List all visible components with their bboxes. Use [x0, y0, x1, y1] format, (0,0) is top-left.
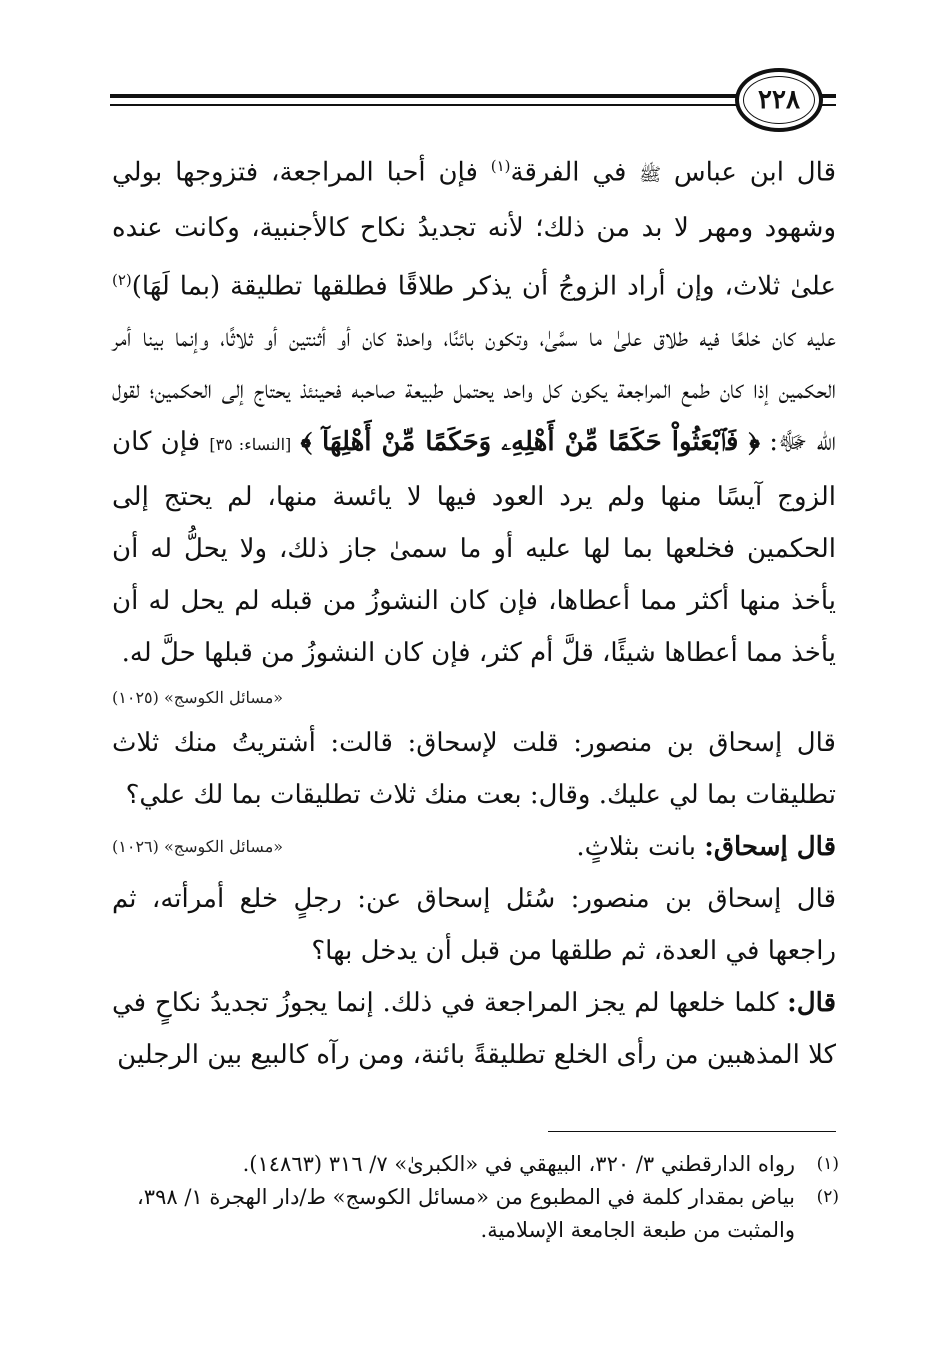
question-2	[112, 717, 836, 821]
answer-label: قال إسحاق:	[704, 832, 836, 863]
verse-reference: [النساء: ٣٥]	[209, 435, 292, 455]
question-text: قال إسحاق بن منصور: سُئل إسحاق عن: رجلٍ خلع أمرأته، ثم راجعها في العدة، ثم طلقها من قبل أن يدخل بها؟	[112, 884, 836, 967]
footnote-1	[110, 1148, 839, 1181]
footnote-2	[110, 1181, 839, 1247]
text-segment: في الفرقة	[510, 157, 640, 188]
answer-text: كلما خلعها لم يجز المراجعة في ذلك. إنما يجوزُ تجديدُ نكاحٍ في كلا المذهبين من رأى الخلع تطليقةً بائنة، ومن رآه كالبيع بين الرجلين	[112, 988, 836, 1071]
quran-verse: ﴿ فَٱبْعَثُواْ حَكَمًا مِّنْ أَهْلِهِۦ وَحَكَمًا مِّنْ أَهْلِهَآ ﴾	[300, 427, 760, 458]
footnote-number: (٢)	[816, 1187, 839, 1207]
footnote-marker-1[interactable]: (١)	[490, 157, 511, 175]
footnote-marker-2[interactable]: (٢)	[112, 270, 132, 289]
page-number: ٢٢٨	[758, 85, 800, 115]
text-segment: فإن أحبا المراجعة، فتزوجها بولي وشهود ومهر لا بد من ذلك؛ لأنه تجديدُ نكاح كالأجنبية، وكانت عنده علىٰ ثلاث، وإن أراد الزوجُ أن يذكر طلاقًا فطلقها تطليقة (بما لَهَا)	[112, 157, 836, 302]
footnote-text: بياض بمقدار كلمة في المطبوع من «مسائل الكوسج» ط/دار الهجرة ١/ ٣٩٨، والمثبت من طبعة الجامعة الإسلامية.	[137, 1185, 795, 1242]
footnote-number: (١)	[816, 1154, 839, 1174]
question-text: قال إسحاق بن منصور: قلت لإسحاق: قالت: أشتريتُ منك ثلاث تطليقات بما لي عليك. وقال: بعت منك ثلاث تطليقات بما لك علي؟	[112, 728, 836, 811]
footnotes	[110, 1148, 839, 1247]
main-text	[112, 140, 836, 1081]
page-number-badge	[735, 68, 823, 132]
honorific-glyph: ﷺ	[639, 164, 662, 186]
answer-3	[112, 977, 836, 1081]
footnote-text: رواه الدارقطني ٣/ ٣٢٠، البيهقي في «الكبرىٰ» ٧/ ٣١٦ (١٤٨٦٣).	[242, 1152, 795, 1176]
paragraph-1	[112, 140, 836, 679]
source-reference-1: «مسائل الكوسج» (١٠٢٥)	[112, 688, 284, 708]
text-segment: فإن كان الزوج آيسًا منها ولم يرد العود فيها لا يائسة منها، لم يحتج إلى الحكمين فخلعها بما لها عليه أو ما سمىٰ جاز ذلك، ولا يحلُّ له أن يأخذ منها أكثر مما أعطاها، فإن كان النشوزُ من قبله لم يحل له أن يأخذ مما أعطاها شيئًا، قلَّ أم كثر، فإن كان النشوزُ من قبلها حلَّ له.	[112, 427, 836, 669]
answer-2	[112, 821, 836, 873]
source-reference-2: «مسائل الكوسج» (١٠٢٦)	[112, 837, 284, 857]
text-segment: عليه كان خلعًا فيه طلاق علىٰ ما سمَّىٰ، وتكون بائنًا، واحدة كان أو أثنتين أو ثلاثًا، وإنما بينا أمر الحكمين إذا كان طمع المراجعة يكون كل واحد يحتمل طبيعة صاحبه فحينئذ يحتاج إلى الحكمين؛ لقول الله ﷻ:	[112, 323, 836, 458]
footnote-separator	[548, 1131, 836, 1132]
text-segment: قال ابن عباس	[661, 157, 837, 188]
answer-text: بانت بثلاثٍ.	[576, 832, 705, 863]
question-3	[112, 873, 836, 977]
answer-label: قال:	[787, 988, 836, 1019]
header-rule	[110, 94, 740, 106]
